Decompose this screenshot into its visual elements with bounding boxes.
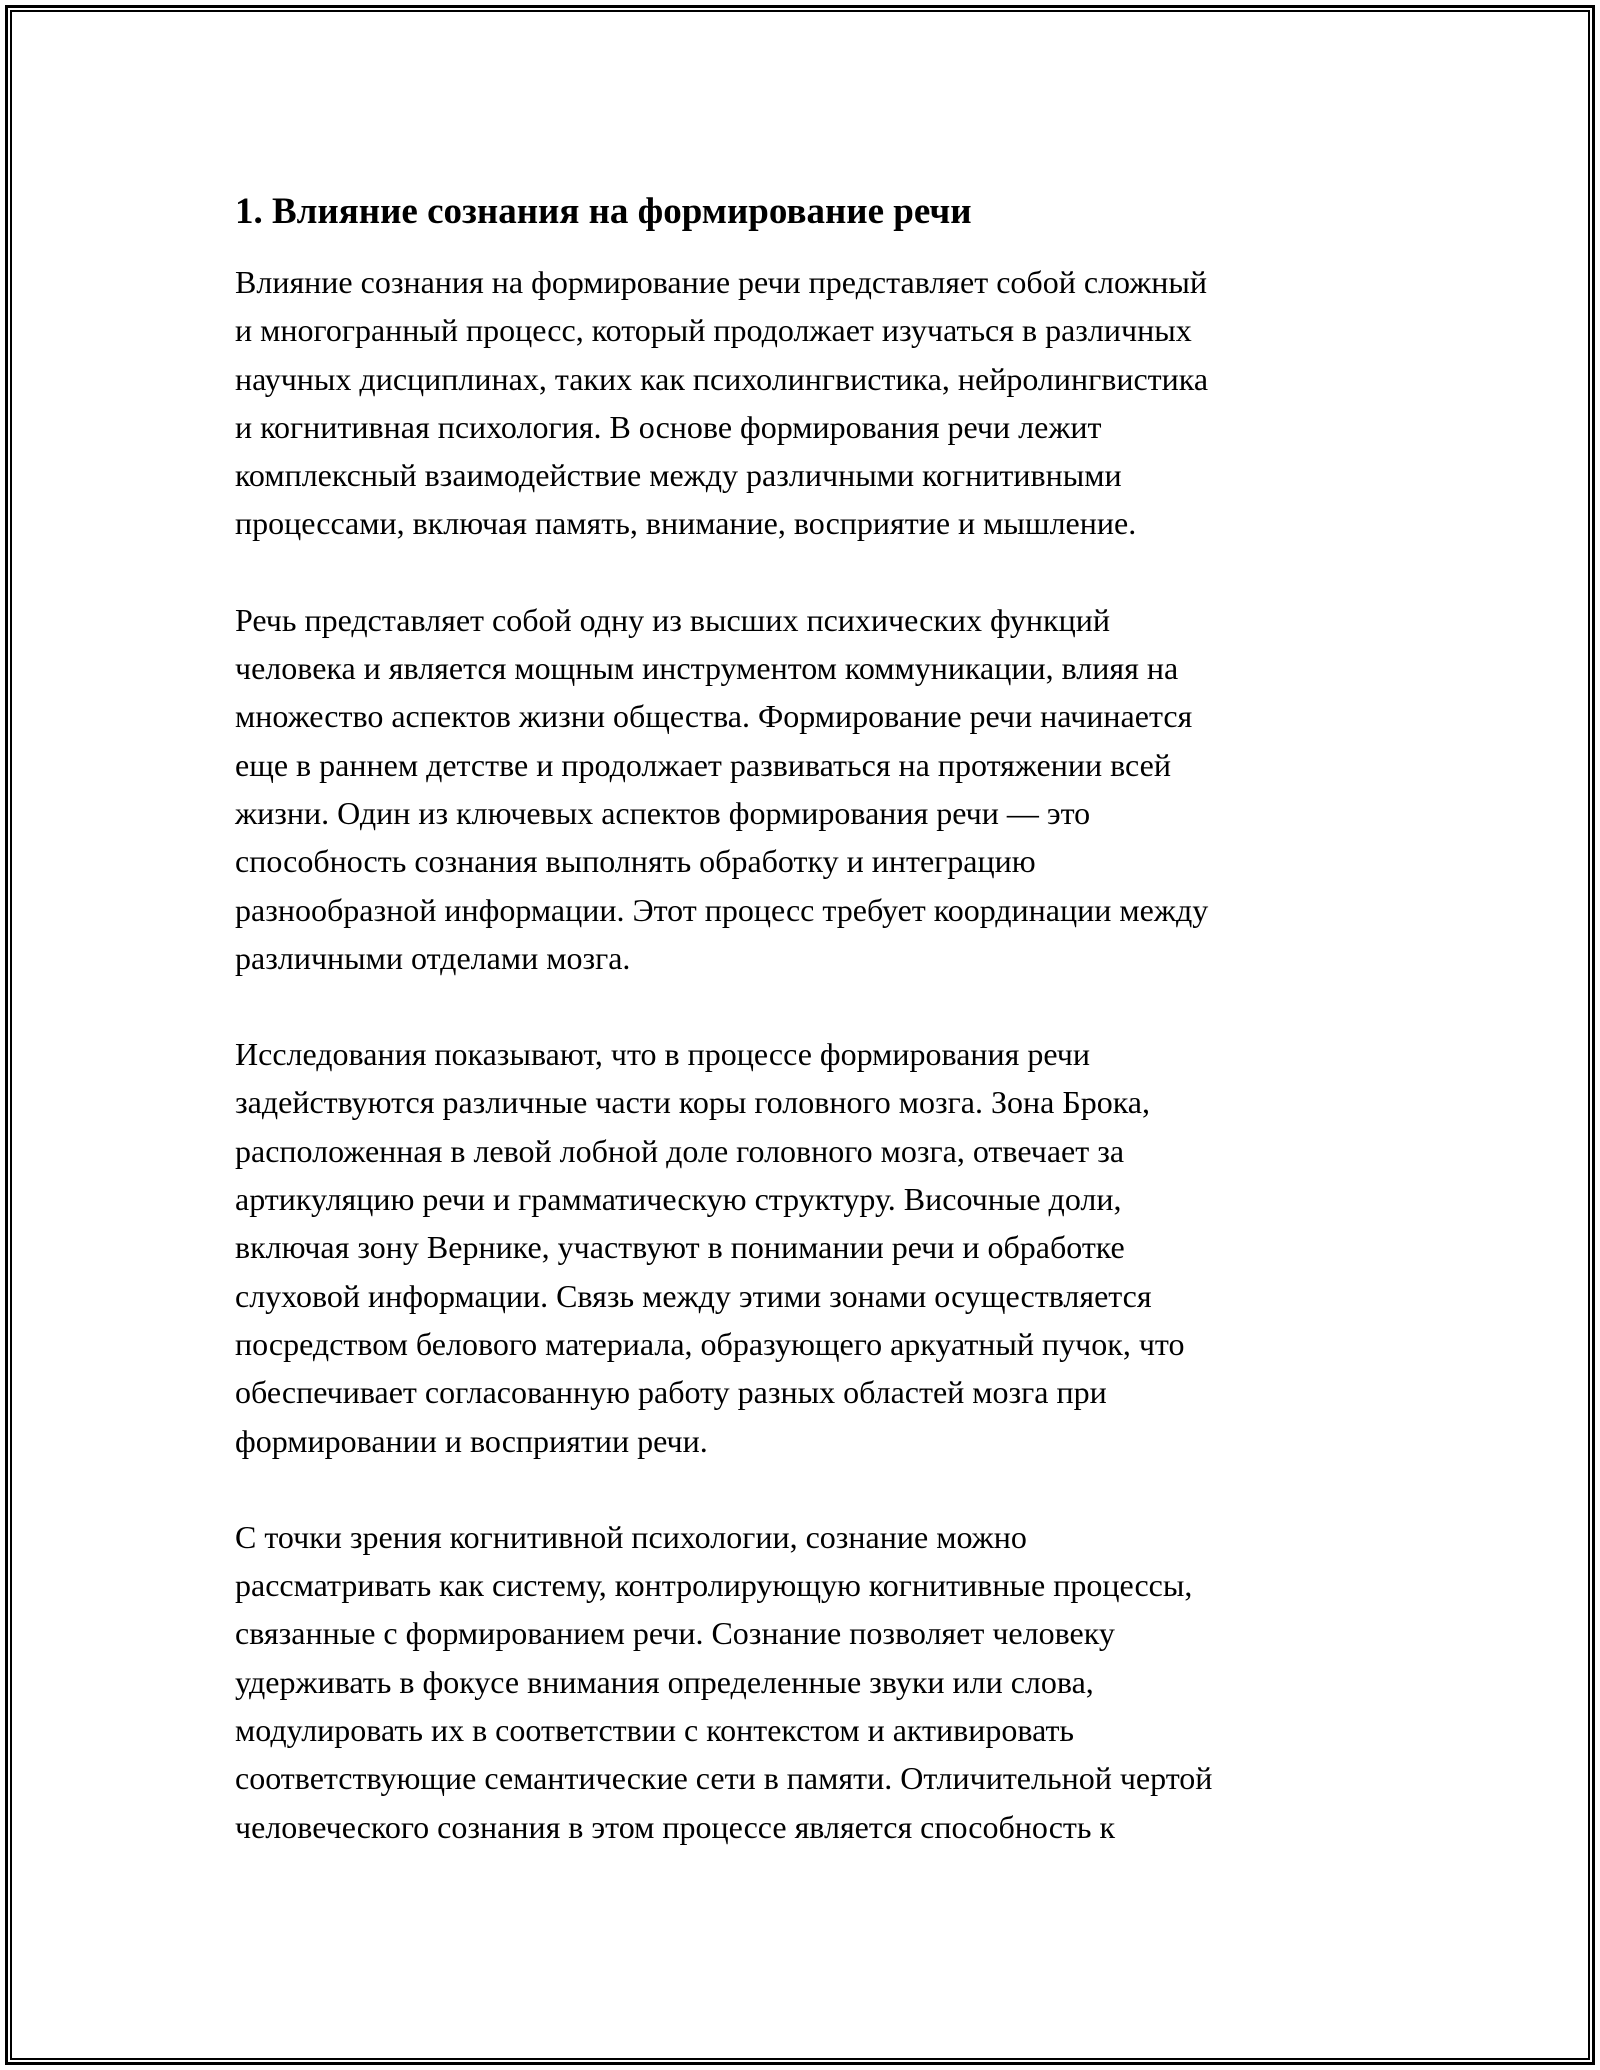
- paragraph-line: рассматривать как систему, контролирующую когнитивные процессы,: [235, 1567, 1193, 1604]
- paragraph-line: Исследования показывают, что в процессе формирования речи: [235, 1036, 1091, 1073]
- paragraph-line: процессами, включая память, внимание, восприятие и мышление.: [235, 505, 1137, 542]
- paragraph-line: слуховой информации. Связь между этими зонами осуществляется: [235, 1277, 1152, 1314]
- paragraph-line: связанные с формированием речи. Сознание позволяет человеку: [235, 1615, 1115, 1652]
- paragraph-line: и многогранный процесс, который продолжает изучаться в различных: [235, 312, 1192, 349]
- paragraph: [235, 258, 1365, 548]
- paragraph-line: Речь представляет собой одну из высших психических функций: [235, 601, 1110, 638]
- paragraph-line: жизни. Один из ключевых аспектов формирования речи — это: [235, 794, 1091, 831]
- paragraph: [235, 1513, 1365, 1851]
- document-body: [235, 188, 1365, 1899]
- paragraph-line: еще в раннем детстве и продолжает развиваться на протяжении всей: [235, 746, 1171, 783]
- paragraph-line: Влияние сознания на формирование речи представляет собой сложный: [235, 264, 1208, 300]
- paragraph-line: человека и является мощным инструментом коммуникации, влияя на: [235, 650, 1179, 687]
- paragraph-line: модулировать их в соответствии с контекстом и активировать: [235, 1712, 1075, 1749]
- paragraph-line: научных дисциплинах, таких как психолингвистика, нейролингвистика: [235, 360, 1209, 397]
- paragraph-line: С точки зрения когнитивной психологии, сознание можно: [235, 1518, 1027, 1555]
- paragraph-line: посредством белового материала, образующего аркуатный пучок, что: [235, 1325, 1185, 1362]
- paragraph-line: удерживать в фокусе внимания определенные звуки или слова,: [235, 1663, 1094, 1700]
- paragraph-line: включая зону Вернике, участвуют в понимании речи и обработке: [235, 1229, 1125, 1266]
- paragraph-line: формировании и восприятии речи.: [235, 1422, 708, 1459]
- paragraphs-container: [235, 258, 1365, 1851]
- paragraph: [235, 596, 1365, 982]
- paragraph-line: комплексный взаимодействие между различными когнитивными: [235, 457, 1122, 494]
- paragraph-line: и когнитивная психология. В основе формирования речи лежит: [235, 408, 1102, 445]
- paragraph-line: человеческого сознания в этом процессе является способность к: [235, 1808, 1116, 1845]
- paragraph-line: задействуются различные части коры головного мозга. Зона Брока,: [235, 1084, 1150, 1121]
- paragraph: [235, 1030, 1365, 1465]
- paragraph-line: способность сознания выполнять обработку и интеграцию: [235, 843, 1036, 880]
- paragraph-line: обеспечивает согласованную работу разных областей мозга при: [235, 1374, 1107, 1411]
- paragraph-line: множество аспектов жизни общества. Формирование речи начинается: [235, 698, 1193, 735]
- paragraph-line: разнообразной информации. Этот процесс требует координации между: [235, 891, 1209, 928]
- paragraph-line: различными отделами мозга.: [235, 939, 631, 976]
- paragraph-line: соответствующие семантические сети в памяти. Отличительной чертой: [235, 1760, 1213, 1797]
- paragraph-line: артикуляцию речи и грамматическую структуру. Височные доли,: [235, 1181, 1122, 1218]
- paragraph-line: расположенная в левой лобной доле головного мозга, отвечает за: [235, 1132, 1125, 1169]
- section-heading: 1. Влияние сознания на формирование речи: [235, 191, 972, 232]
